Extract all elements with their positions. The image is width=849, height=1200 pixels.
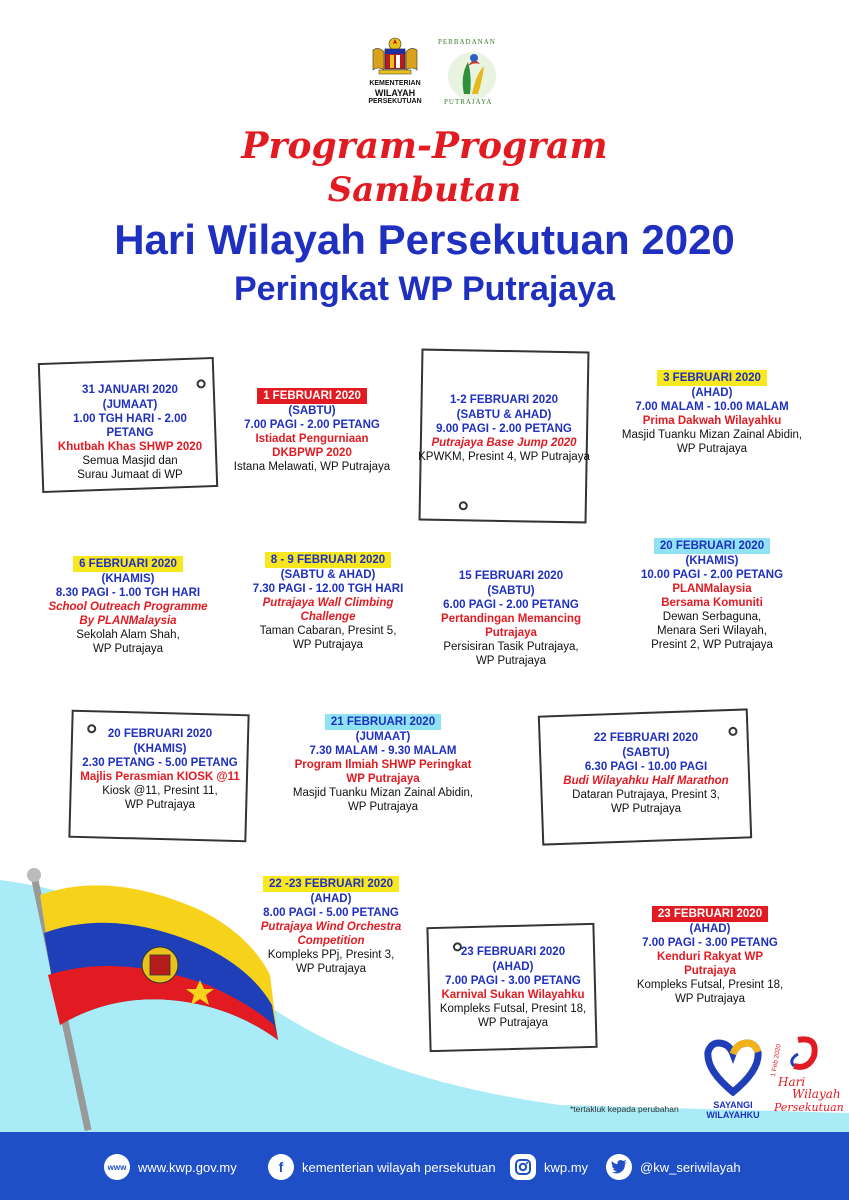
heart-icon	[700, 1036, 766, 1096]
event-time: 6.30 PAGI - 10.00 PAGI	[584, 761, 708, 773]
event-day: (AHAD)	[689, 923, 731, 935]
event-card	[48, 382, 212, 482]
hari-wilayah-line: Wilayah	[792, 1087, 841, 1101]
ministry-logo	[360, 36, 430, 106]
disclaimer-note: *tertakluk kepada perubahan	[570, 1104, 679, 1114]
event-day: (KHAMIS)	[133, 743, 187, 755]
instagram-link[interactable]	[510, 1154, 588, 1180]
event-venue: Presint 2, WP Putrajaya	[651, 639, 773, 651]
event-time: 6.00 PAGI - 2.00 PETANG	[443, 599, 579, 611]
event-program: School Outreach Programme By PLANMalaysia	[48, 601, 208, 627]
event-card	[278, 714, 488, 814]
script-title-line2: Sambutan	[327, 170, 522, 210]
event-time: 2.30 PETANG - 5.00 PETANG	[82, 757, 238, 769]
event-venue: Kompleks Futsal, Presint 18,	[439, 1003, 587, 1015]
pin-icon	[459, 501, 468, 510]
event-date: 31 JANUARI 2020	[82, 384, 178, 396]
event-venue: Istana Melawati, WP Putrajaya	[233, 461, 391, 473]
ministry-logo-line: KEMENTERIAN	[369, 80, 421, 87]
event-time: 7.00 PAGI - 3.00 PETANG	[642, 937, 778, 949]
ppj-logo	[430, 36, 514, 108]
facebook-link[interactable]	[268, 1154, 496, 1180]
event-time: 7.00 PAGI - 2.00 PETANG	[244, 419, 380, 431]
event-venue: WP Putrajaya	[347, 801, 419, 813]
script-title-line1: Program-Program	[241, 125, 608, 167]
event-program: Pertandingan Memancing Putrajaya	[441, 613, 581, 639]
sayangi-logo-line: WILAYAHKU	[706, 1110, 760, 1120]
twitter-text: @kw_seriwilayah	[640, 1159, 741, 1175]
event-time: 1.00 TGH HARI - 2.00 PETANG	[73, 413, 187, 439]
event-date: 20 FEBRUARI 2020	[107, 728, 213, 740]
event-venue: Dataran Putrajaya, Presint 3,	[572, 789, 720, 801]
event-venue: WP Putrajaya	[674, 993, 746, 1005]
event-program: Putrajaya Wind Orchestra Competition	[260, 921, 402, 947]
event-day: (SABTU)	[487, 585, 535, 597]
website-text: www.kwp.gov.my	[138, 1159, 237, 1175]
hari-wilayah-line: Persekutuan	[774, 1101, 844, 1114]
twitter-link[interactable]	[606, 1154, 741, 1180]
event-time: 8.00 PAGI - 5.00 PETANG	[263, 907, 399, 919]
event-venue: Dewan Serbaguna,	[662, 611, 762, 623]
event-time: 7.00 MALAM - 10.00 MALAM	[635, 401, 789, 413]
event-venue: WP Putrajaya	[295, 963, 367, 975]
event-venue: Sekolah Alam Shah,	[76, 629, 180, 641]
event-program: Khutbah Khas SHWP 2020	[57, 441, 203, 453]
event-venue: WP Putrajaya	[475, 655, 547, 667]
event-card	[612, 370, 812, 456]
event-date: 3 FEBRUARI 2020	[657, 370, 767, 386]
event-venue: Taman Cabaran, Presint 5,	[259, 625, 397, 637]
event-venue: WP Putrajaya	[124, 799, 196, 811]
event-day: (JUMAAT)	[355, 731, 411, 743]
page-subtitle: Peringkat WP Putrajaya	[233, 270, 616, 308]
event-day: (SABTU & AHAD)	[456, 409, 552, 421]
event-date: 23 FEBRUARI 2020	[652, 906, 768, 922]
ppj-logo-bottom-text: PUTRAJAYA	[444, 98, 493, 106]
globe-icon: www	[104, 1154, 130, 1180]
sayangi-wilayahku-logo	[700, 1036, 766, 1120]
event-day: (JUMAAT)	[102, 399, 158, 411]
event-card	[72, 726, 248, 812]
event-venue: WP Putrajaya	[676, 443, 748, 455]
event-card	[548, 730, 744, 816]
ppj-logo-top-text: PERBADANAN	[438, 38, 496, 46]
coat-of-arms-icon	[369, 36, 421, 76]
event-venue: Persisiran Tasik Putrajaya,	[443, 641, 579, 653]
event-date: 15 FEBRUARI 2020	[458, 570, 564, 582]
instagram-icon	[510, 1154, 536, 1180]
event-time: 7.30 PAGI - 12.00 TGH HARI	[252, 583, 404, 595]
event-venue: Masjid Tuanku Mizan Zainal Abidin,	[292, 787, 474, 799]
event-venue: WP Putrajaya	[292, 639, 364, 651]
event-venue: Semua Masjid dan	[82, 455, 178, 467]
instagram-text: kwp.my	[544, 1159, 589, 1175]
event-date: 20 FEBRUARI 2020	[654, 538, 770, 554]
event-time: 7.00 PAGI - 3.00 PETANG	[445, 975, 581, 987]
ministry-logo-line: WILAYAH	[374, 88, 416, 98]
event-time: 10.00 PAGI - 2.00 PETANG	[640, 569, 784, 581]
event-card	[232, 388, 392, 474]
hari-wilayah-line: Hari	[778, 1075, 806, 1089]
event-program: PLANMalaysia Bersama Komuniti	[661, 583, 763, 609]
event-date: 21 FEBRUARI 2020	[325, 714, 441, 730]
event-venue: Masjid Tuanku Mizan Zainal Abidin,	[621, 429, 803, 441]
hari-wilayah-logo	[768, 1036, 844, 1120]
event-time: 7.30 MALAM - 9.30 MALAM	[309, 745, 457, 757]
event-program: Karnival Sukan Wilayahku	[441, 989, 585, 1001]
event-day: (SABTU)	[622, 747, 670, 759]
event-date: 23 FEBRUARI 2020	[460, 946, 566, 958]
event-venue: WP Putrajaya	[477, 1017, 549, 1029]
event-day: (KHAMIS)	[101, 573, 155, 585]
event-venue: Kompleks PPj, Presint 3,	[267, 949, 395, 961]
event-program: Program Ilmiah SHWP Peringkat WP Putrajaya	[294, 759, 472, 785]
event-program: Budi Wilayahku Half Marathon	[563, 775, 729, 787]
event-program: Istiadat Pengurniaan DKBPWP 2020	[255, 433, 369, 459]
event-date: 8 - 9 FEBRUARI 2020	[265, 552, 391, 568]
event-program: Putrajaya Base Jump 2020	[431, 437, 577, 449]
hari-wilayah-date: 1 Feb 2020	[770, 1043, 783, 1078]
twitter-icon	[606, 1154, 632, 1180]
event-program: Kenduri Rakyat WP Putrajaya	[656, 951, 764, 977]
event-card	[614, 538, 810, 652]
event-date: 6 FEBRUARI 2020	[73, 556, 183, 572]
event-program: Putrajaya Wall Climbing Challenge	[262, 597, 394, 623]
event-day: (SABTU)	[288, 405, 336, 417]
coat-of-arms-icon	[142, 947, 178, 983]
event-venue: WP Putrajaya	[610, 803, 682, 815]
event-card	[418, 392, 590, 464]
event-card	[40, 556, 216, 656]
event-program: Majlis Perasmian KIOSK @11	[80, 771, 240, 783]
event-date: 1 FEBRUARI 2020	[257, 388, 367, 404]
facebook-icon: f	[268, 1154, 294, 1180]
event-day: (AHAD)	[492, 961, 534, 973]
ministry-logo-line: PERSEKUTUAN	[368, 98, 422, 105]
event-venue: KPWKM, Presint 4, WP Putrajaya	[418, 451, 590, 463]
event-program: Prima Dakwah Wilayahku	[642, 415, 782, 427]
event-venue: Kiosk @11, Presint 11,	[102, 785, 218, 797]
website-link[interactable]	[104, 1154, 237, 1180]
event-day: (AHAD)	[691, 387, 733, 399]
event-card	[428, 568, 594, 668]
page-title: Hari Wilayah Persekutuan 2020	[114, 216, 735, 263]
event-date: 22 FEBRUARI 2020	[593, 732, 699, 744]
event-time: 8.30 PAGI - 1.00 TGH HARI	[55, 587, 201, 599]
event-time: 9.00 PAGI - 2.00 PETANG	[436, 423, 572, 435]
event-date: 22 -23 FEBRUARI 2020	[263, 876, 399, 892]
event-venue: Kompleks Futsal, Presint 18,	[636, 979, 784, 991]
sayangi-logo-line: SAYANGI	[713, 1100, 753, 1110]
event-date: 1-2 FEBRUARI 2020	[449, 394, 558, 406]
event-day: (SABTU & AHAD)	[280, 569, 376, 581]
facebook-text: kementerian wilayah persekutuan	[302, 1159, 496, 1175]
event-day: (AHAD)	[310, 893, 352, 905]
event-venue: Surau Jumaat di WP	[77, 469, 183, 481]
event-venue: Menara Seri Wilayah,	[657, 625, 767, 637]
event-card	[236, 552, 420, 652]
event-venue: WP Putrajaya	[92, 643, 164, 655]
footer-bar	[0, 1132, 849, 1200]
event-day: (KHAMIS)	[685, 555, 739, 567]
